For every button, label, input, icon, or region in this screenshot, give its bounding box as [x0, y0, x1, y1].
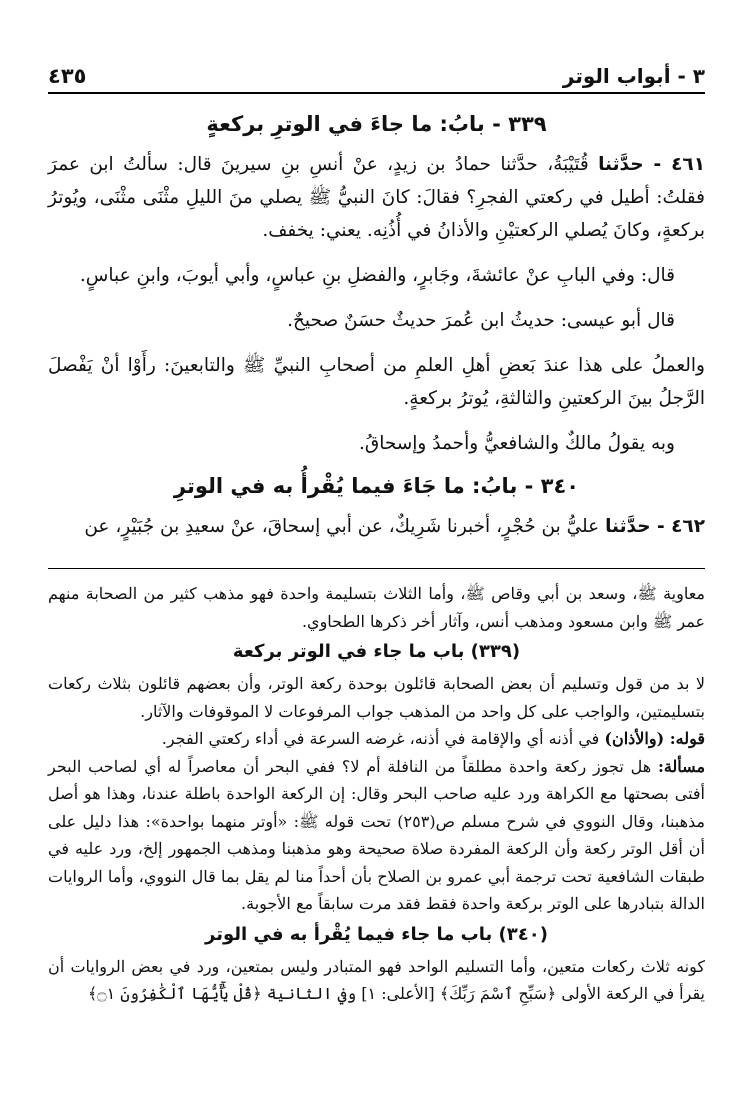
- page-number: ٤٣٥: [48, 64, 87, 88]
- hadith-461-text: قُتَيْبَةُ، حدَّثنا حمادُ بن زيدٍ، عنْ أنسِ بنِ سيرينَ قال: سألتُ ابن عمرَ فقلتُ: أطيل في ركعتي الفجرِ؟ فقالَ: كانَ النبيُّ ﷺ يصلي منَ الليلِ مثْنَى مثْنَى، ويُوترُ بركعةٍ، وكانَ يُصلي الركعتيْنِ والأذانُ في أُذُنِه. يعني: يخفف.: [48, 154, 705, 241]
- hadith-462-number: ٤٦٢ - حدَّثنا: [605, 516, 705, 537]
- commentary-paragraph-2-text: في أذنه أي والإقامة في أذنه، غرضه السرعة في أداء ركعتي الفجر.: [161, 729, 600, 748]
- footnote-divider: [48, 568, 705, 569]
- commentary-paragraph-2: [48, 725, 705, 753]
- paragraph-in-the-chapter: قال: وفي البابِ عنْ عائشةَ، وجَابرٍ، والفضلِ بنِ عباسٍ، وأبي أيوبَ، وابنِ عباسٍ.: [79, 265, 675, 286]
- commentary-heading-339: (٣٣٩) باب ما جاء في الوتر بركعة: [232, 641, 521, 662]
- commentary-paragraph-3-label: مسألة:: [657, 756, 706, 776]
- commentary-intro: معاوية ﷺ، وسعد بن أبي وقاص ﷺ، وأما الثلاث بتسليمة واحدة فهو مذهب كثير من الصحابة منهم عمر ﷺ وابن مسعود ومذهب أنس، وآثار أخر ذكرها الطحاوي.: [48, 584, 705, 631]
- commentary-paragraph-4: كونه ثلاث ركعات متعين، وأما التسليم الواحد فهو المتبادر وليس بمتعين، ورد في بعض الروايات أن يقرأ في الركعة الأولى ﴿سَبِّحِ ٱسْمَ رَبِّكَ﴾ [الأعلى: ١] وفي الثانية ﴿قُلْ يَٰٓأَيُّهَا ٱلْكَٰفِرُونَ ۝١﴾: [48, 956, 705, 1003]
- commentary-paragraph-2-label: قوله: (والأذان): [604, 729, 705, 748]
- paragraph-practice: والعملُ على هذا عندَ بَعضِ أهلِ العلمِ من أصحابِ النبيِّ ﷺ والتابعينَ: رأَوْا أنْ يَفْصلَ الرَّجلُ بينَ الركعتينِ والثالثةِ، يُوترُ بركعةٍ.: [48, 355, 705, 409]
- section-title: ٣ - أبواب الوتر: [562, 64, 705, 88]
- chapter-340-title: ٣٤٠ - بابُ: ما جَاءَ فيما يُقْرأُ به في الوترِ: [173, 474, 580, 498]
- hadith-462-text: عليُّ بن حُجْرٍ، أخبرنا شَرِيكٌ، عن أبي إسحاقَ، عنْ سعيدِ بن جُبَيْرٍ، عن: [84, 516, 600, 537]
- chapter-339-title: ٣٣٩ - بابُ: ما جاءَ في الوترِ بركعةٍ: [206, 112, 547, 136]
- commentary-paragraph-1: لا بد من قول وتسليم أن بعض الصحابة قائلون بوحدة ركعة الوتر، وأن بعضهم قائلون بثلاث ركعات بتسليمتين، والواجب على كل واحد من المذهب جواب المرفوعات لا الموقوفات والآثار.: [48, 674, 705, 721]
- running-header: [48, 60, 705, 94]
- hadith-461: [48, 148, 705, 247]
- commentary-paragraph-3-text: هل تجوز ركعة واحدة مطلقاً من النافلة أم لا؟ ففي البحر أن معاصراً له أي لصاحب البحر أفتى بصحتها مع الكراهة ورد عليه صاحب البحر وقال: إن الركعة الواحدة باطلة عندنا، وهذا هو أصل مذهبنا، وقال النووي في شرح مسلم ص(٢٥٣) تحت قوله ﷺ: «أوتر منهما بواحدة»: هذا دليل على أن أقل الوتر ركعة وأن الركعة المفردة صلاة صحيحة وهو مذهبنا ومذهب الجمهور إلخ، ورد عليه في طبقات الشافعية تحت ترجمة أبي عمرو بن الصلاح بأن أحداً منا لم يقل بما قال النووي، وأما الروايات الدالة بتبادرها على الوتر بركعة واحدة فقط فقد مرت سابقاً مع الأجوبة.: [48, 756, 705, 913]
- commentary-heading-340: (٣٤٠) باب ما جاء فيما يُقْرأ به في الوتر: [205, 923, 548, 945]
- hadith-462: [48, 510, 705, 543]
- commentary: [48, 580, 705, 1008]
- main-text: [48, 112, 705, 543]
- hadith-461-number: ٤٦١ - حدَّثنا: [598, 154, 705, 175]
- paragraph-scholars: وبه يقولُ مالكٌ والشافعيُّ وأحمدُ وإسحاقُ.: [358, 433, 675, 454]
- commentary-paragraph-3: [48, 753, 705, 918]
- paragraph-abu-isa: قال أبو عيسى: حديثُ ابن عُمرَ حديثٌ حسَنٌ صحيحٌ.: [287, 310, 675, 331]
